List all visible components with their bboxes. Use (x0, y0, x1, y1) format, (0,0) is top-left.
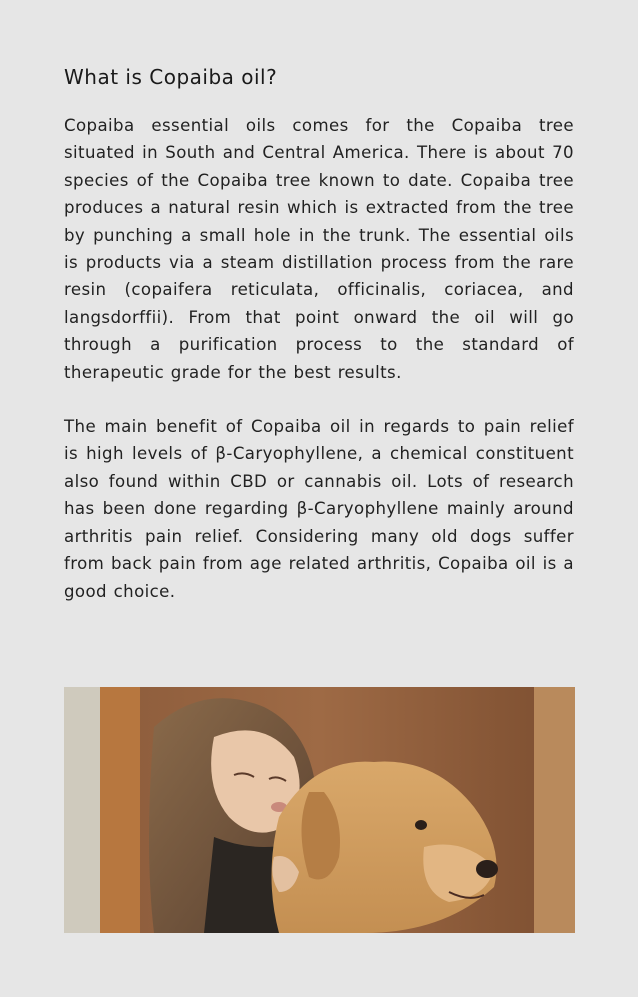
woman-with-dog-photo (64, 687, 575, 933)
article (64, 62, 574, 605)
paragraph-copaiba-origin: Copaiba essential oils comes for the Copaiba tree situated in South and Central America. There is about 70 species of the Copaiba tree known to date. Copaiba tree produces a natural resin which is extracted from the tree by punching a small hole in the trunk. The essential oils is products via a steam distillation process from the rare resin (copaifera reticulata, officinalis, coriacea, and langsdorffii). From that point onward the oil will go through a purification process to the standard of therapeutic grade for the best results. (64, 116, 574, 382)
paragraph-pain-relief: The main benefit of Copaiba oil in regards to pain relief is high levels of β-Caryophyllene, a chemical constituent also found within CBD or cannabis oil. Lots of research has been done regarding β-Caryophyllene mainly around arthritis pain relief. Considering many old dogs suffer from back pain from age related arthritis, Copaiba oil is a good choice. (64, 417, 574, 601)
article-heading: What is Copaiba oil? (64, 65, 278, 89)
